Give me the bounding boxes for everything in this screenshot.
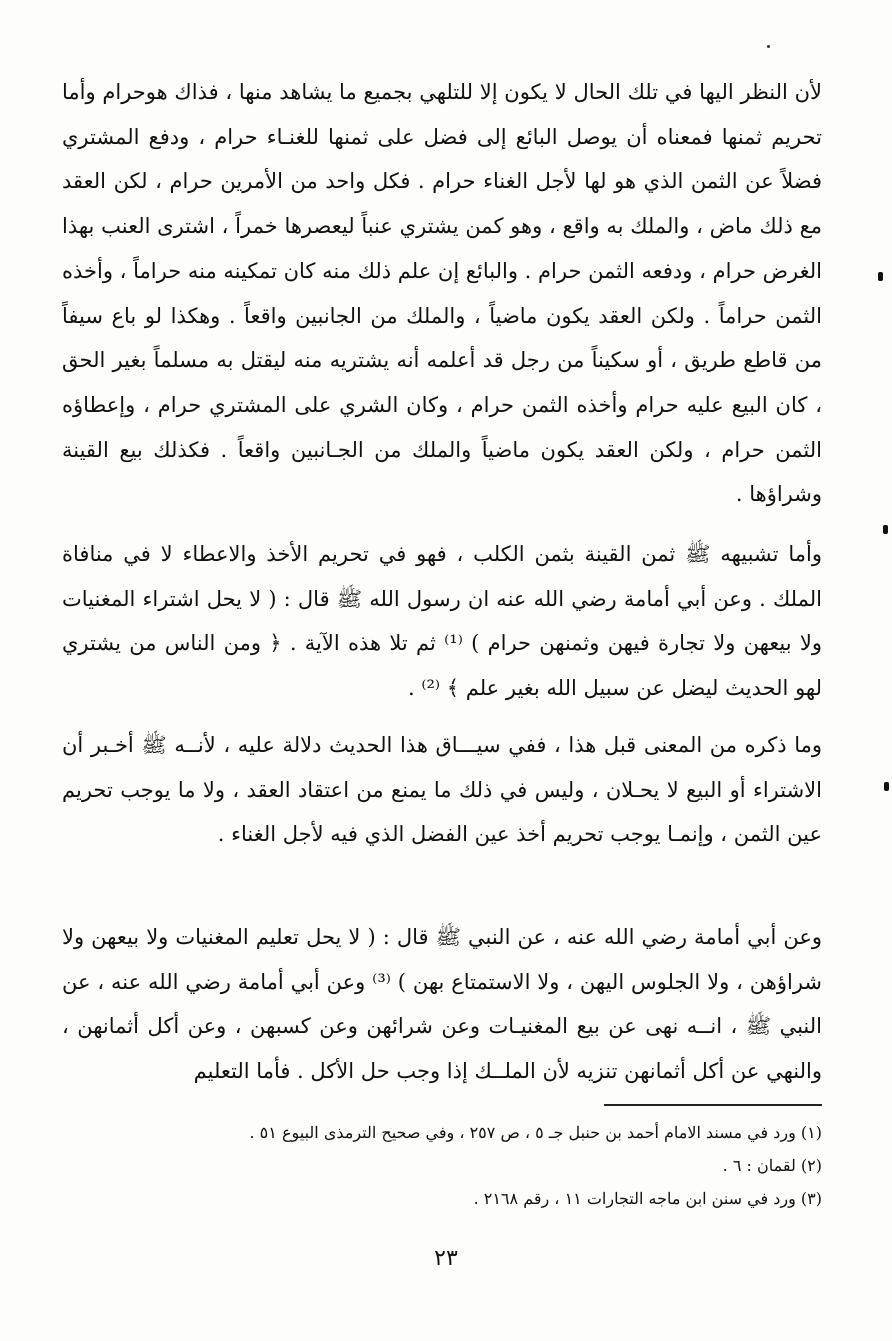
page-number: ٢٣: [434, 1246, 458, 1271]
body-text-block: [62, 532, 822, 711]
scan-edge-mark: [883, 525, 888, 534]
footnote-2: (٢) لقمان : ٦ .: [722, 1156, 822, 1175]
paragraph-3: وما ذكره من المعنى قبل هذا ، ففي سيـــاق هذا الحديث دلالة عليه ، لأنــه ﷺ أخـبر أن الاشتراء أو البيع لا يحـلان ، وليس في ذلك ما يمنع من اعتقاد العقد ، ولا ما يوجب تحريم عين الثمن ، وإنمـا يوجب تحريم أخذ عين الفضل الذي فيه لأجل الغناء .: [62, 733, 822, 847]
scan-edge-mark: [878, 272, 883, 281]
body-text-block: [62, 723, 822, 857]
body-text-block: [62, 915, 822, 1094]
paragraph-4: وعن أبي أمامة رضي الله عنه ، عن النبي ﷺ قال : ( لا يحل تعليم المغنيات ولا بيعهن ولا شراؤهن ، ولا الجلوس اليهن ، ولا الاستمتاع بهن ) ⁽³⁾ وعن أبي أمامة رضي الله عنه ، عن النبي ﷺ ، انــه نهى عن بيع المغنيـات وعن شرائهن وعن كسبهن ، وعن أكل أثمانهن ، والنهي عن أكل أثمانهن تنزيه لأن الملــك إذا وجب حل الأكل . فأما التعليم: [62, 925, 823, 1084]
footnote-divider: [604, 1104, 822, 1106]
ink-speck: [767, 45, 770, 48]
paragraph-1: لأن النظر اليها في تلك الحال لا يكون إلا للتلهي بجميع ما يشاهد منها ، فذاك هوحرام وأما تحريم ثمنها فمعناه أن يوصل البائع إلى فضل على ثمنها للغنـاء حرام ، ودفع المشتري فضلاً عن الثمن الذي هو لها لأجل الغناء حرام . فكل واحد من الأمرين حرام ، لكن العقد مع ذلك ماض ، والملك به واقع ، وهو كمن يشتري عنباً ليعصرها خمراً ، اشترى العنب بهذا الغرض حرام ، ودفعه الثمن حرام . والبائع إن علم ذلك منه كان تمكينه منه حراماً ، وأخذه الثمن حراماً . ولكن العقد يكون ماضياً ، والملك من الجانبين واقعاً . وهكذا لو باع سيفاً من قاطع طريق ، أو سكيناً من رجل قد أعلمه أنه يشتريه منه ليقتل به مسلماً بغير الحق ، كان البيع عليه حرام وأخذه الثمن حرام ، وكان الشري على المشتري حرام ، وإعطاؤه الثمن حرام ، ولكن العقد يكون ماضياً والملك من الجـانبين واقعاً . فكذلك بيع القينة وشراؤها .: [62, 80, 822, 507]
body-text-block: [62, 70, 822, 517]
scan-edge-mark: [884, 782, 889, 791]
footnote-1: (١) ورد في مسند الامام أحمد بن حنبل جـ ٥ ، ص ٢٥٧ ، وفي صحيح الترمذى البيوع ٥١ .: [249, 1123, 822, 1142]
paragraph-2: وأما تشبيهه ﷺ ثمن القينة بثمن الكلب ، فهو في تحريم الأخذ والاعطاء لا في منافاة الملك . وعن أبي أمامة رضي الله عنه ان رسول الله ﷺ قال : ( لا يحل اشتراء المغنيات ولا بيعهن ولا تجارة فيهن وثمنهن حرام ) ⁽¹⁾ ثم تلا هذه الآية . ﴿ ومن الناس من يشتري لهو الحديث ليضل عن سبيل الله بغير علم ﴾ ⁽²⁾ .: [62, 542, 822, 701]
footnotes: [62, 1116, 822, 1215]
footnote-3: (٣) ورد في سنن ابن ماجه التجارات ١١ ، رقم ٢١٦٨ .: [473, 1189, 822, 1208]
